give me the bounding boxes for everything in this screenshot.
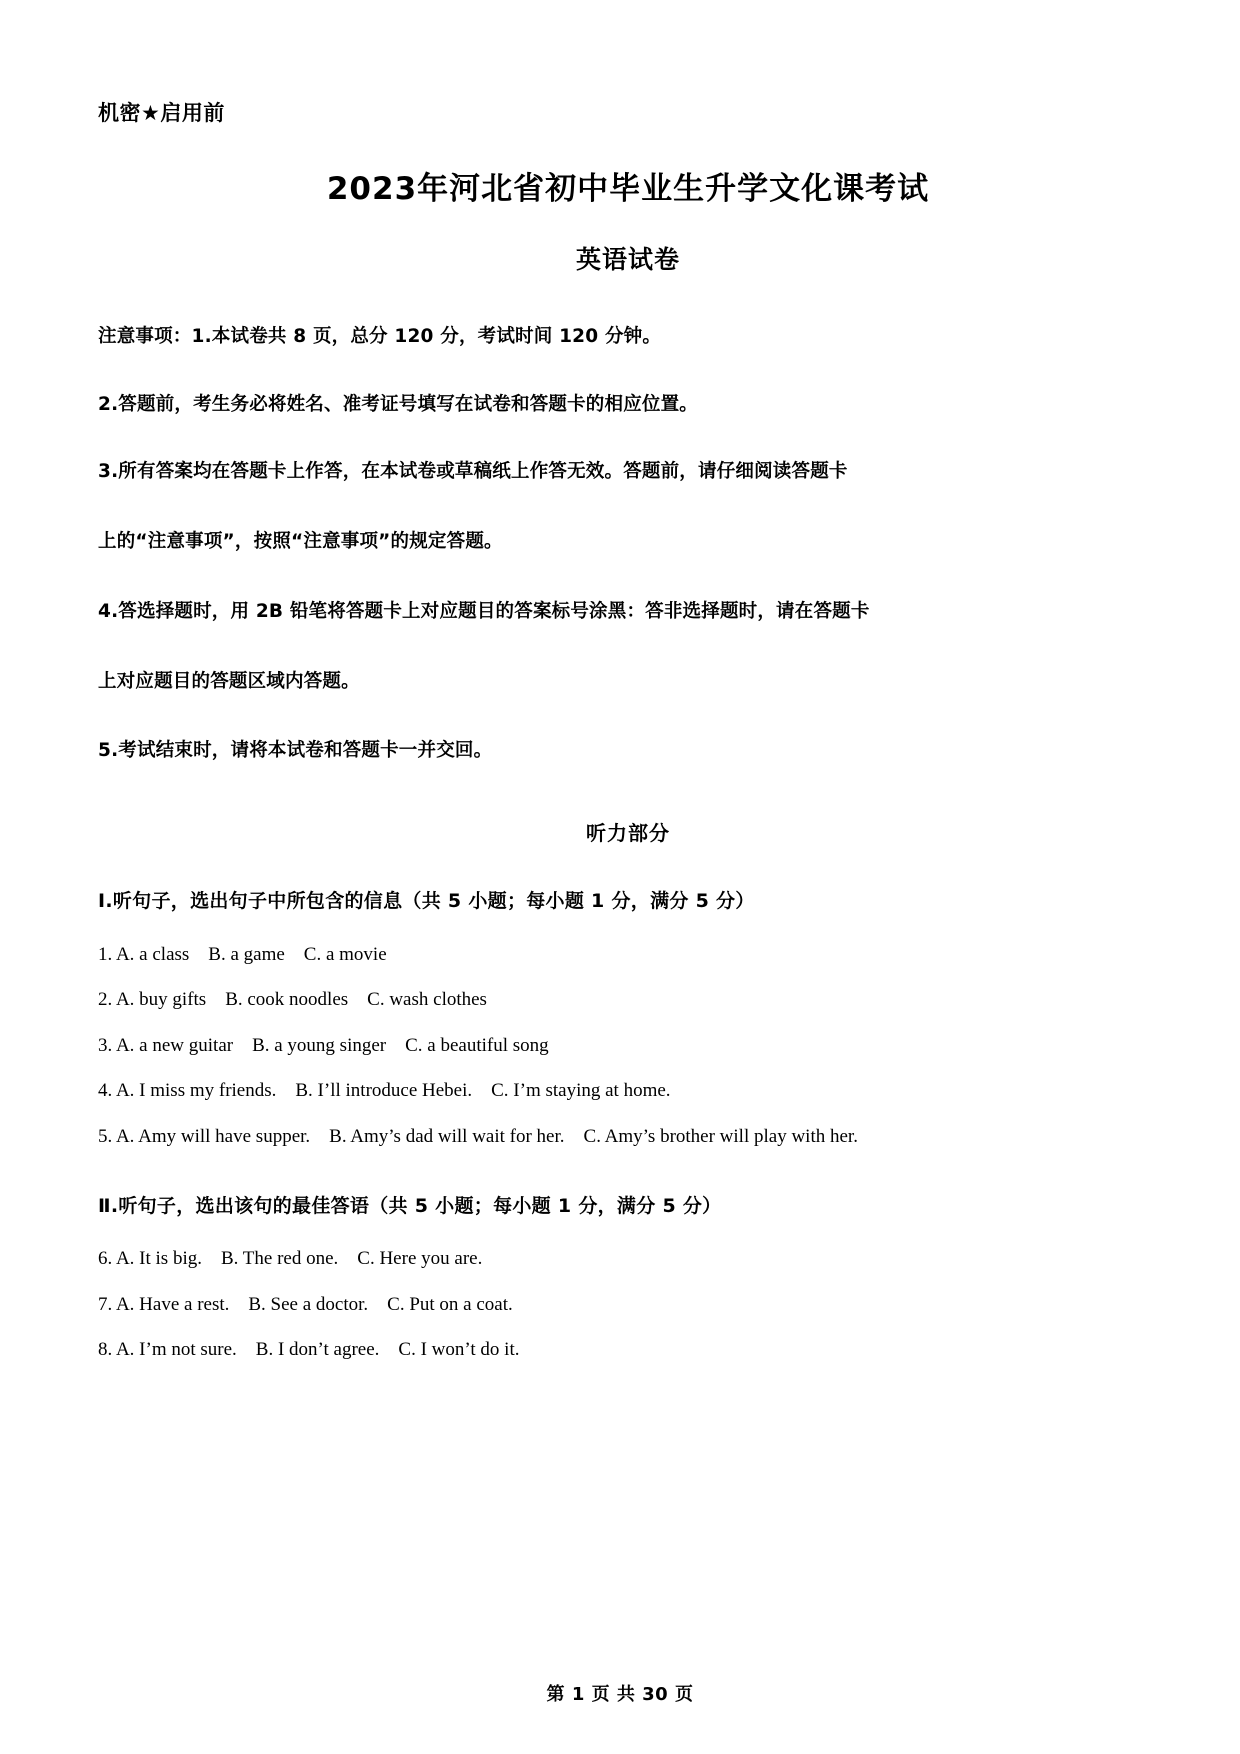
notice-item: 3.所有答案均在答题卡上作答，在本试卷或草稿纸上作答无效。答题前，请仔细阅读答题卡 [98, 461, 848, 483]
page-subtitle: 英语试卷 [575, 245, 680, 275]
list-item[interactable]: 3. A. a new guitar B. a young singer C. a beautiful song [98, 1034, 549, 1056]
question-list-2 [98, 1246, 1158, 1364]
section-heading-1: Ⅰ.听句子，选出句子中所包含的信息（共 5 小题；每小题 1 分，满分 5 分） [98, 890, 755, 913]
list-item[interactable]: 4. A. I miss my friends. B. I’ll introduce Hebei. C. I’m staying at home. [98, 1080, 671, 1102]
notice-item: 5.考试结束时，请将本试卷和答题卡一并交回。 [98, 740, 493, 762]
listening-part-title: 听力部分 [586, 821, 670, 846]
section-heading-2: Ⅱ.听句子，选出该句的最佳答语（共 5 小题；每小题 1 分，满分 5 分） [98, 1194, 722, 1217]
list-item[interactable]: 6. A. It is big. B. The red one. C. Here you are. [98, 1248, 483, 1270]
notice-item-continuation: 上对应题目的答题区域内答题。 [98, 670, 360, 692]
list-item[interactable]: 7. A. Have a rest. B. See a doctor. C. Put on a coat. [98, 1293, 513, 1315]
notice-item: 注意事项：1.本试卷共 8 页，总分 120 分，考试时间 120 分钟。 [98, 325, 662, 347]
list-item[interactable]: 8. A. I’m not sure. B. I don’t agree. C. I won’t do it. [98, 1339, 520, 1361]
notice-list [98, 323, 1158, 765]
list-item[interactable]: 2. A. buy gifts B. cook noodles C. wash clothes [98, 989, 487, 1011]
confidential-notice: 机密★启用前 [98, 101, 225, 125]
notice-item: 4.答选择题时，用 2B 铅笔将答题卡上对应题目的答案标号涂黑：答非选择题时，请在答题卡 [98, 600, 870, 622]
notice-item-continuation: 上的“注意事项”，按照“注意事项”的规定答题。 [98, 531, 503, 553]
list-item[interactable]: 5. A. Amy will have supper. B. Amy’s dad will wait for her. C. Amy’s brother will play with her. [98, 1126, 858, 1148]
page-footer: 第 1 页 共 30 页 [546, 1684, 694, 1705]
notice-item: 2.答题前，考生务必将姓名、准考证号填写在试卷和答题卡的相应位置。 [98, 393, 699, 415]
list-item[interactable]: 1. A. a class B. a game C. a movie [98, 943, 387, 965]
page-title: 2023年河北省初中毕业生升学文化课考试 [326, 171, 930, 208]
question-list-1 [98, 942, 1158, 1151]
page-content [98, 0, 1158, 1364]
